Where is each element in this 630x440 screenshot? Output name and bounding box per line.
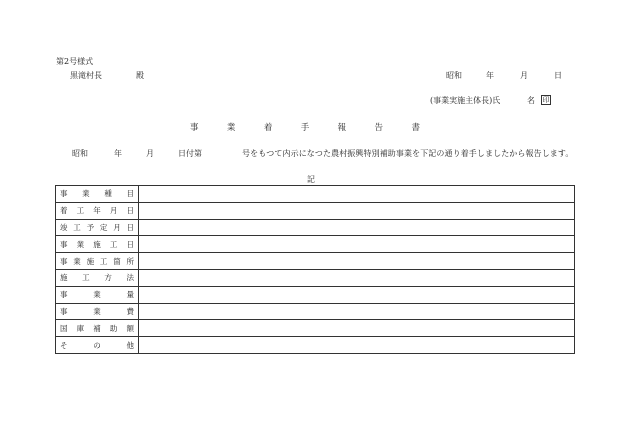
label-char: 工 <box>76 206 85 216</box>
label-char: 国 <box>60 323 68 333</box>
label-char: 年 <box>93 206 101 216</box>
label-char: 工 <box>73 222 81 232</box>
label-char: の <box>93 340 101 350</box>
label-char: 所 <box>126 256 134 266</box>
row-value-cell[interactable] <box>139 303 575 320</box>
label-char: 費 <box>126 306 134 316</box>
honorific: 殿 <box>136 71 144 80</box>
row-label <box>56 219 139 236</box>
label-char: 日 <box>126 239 134 249</box>
document-title <box>190 124 420 133</box>
table-row <box>56 286 575 303</box>
label-char: 日 <box>126 206 134 216</box>
label-char: 月 <box>113 222 121 232</box>
label-char: 方 <box>104 273 112 283</box>
label-char: 法 <box>126 273 134 283</box>
label-char: 助 <box>109 323 118 333</box>
label-char: 定 <box>99 222 108 232</box>
table-row <box>56 202 575 219</box>
table-row <box>56 269 575 286</box>
table-row <box>56 186 575 203</box>
label-char: 予 <box>86 222 95 232</box>
body-text: 号をもつて内示になつた農村振興特別補助事業を下記の通り着手しましたから報告します。 <box>242 149 574 158</box>
date-era: 昭和 <box>446 71 462 80</box>
row-label <box>56 269 139 286</box>
applicant-label: (事業実施主体長)氏 <box>430 96 501 105</box>
label-char: 施 <box>93 239 101 249</box>
title-char: 報 <box>337 123 347 133</box>
label-char: 目 <box>126 189 134 199</box>
table-row <box>56 320 575 337</box>
title-char: 手 <box>300 123 310 133</box>
row-value-cell[interactable] <box>139 253 575 270</box>
table-row <box>56 253 575 270</box>
row-label <box>56 286 139 303</box>
label-char: 業 <box>93 290 101 300</box>
title-char: 告 <box>374 123 384 133</box>
date-month: 月 <box>520 71 528 80</box>
body-day-number: 日付第 <box>178 149 202 158</box>
row-value-cell[interactable] <box>139 320 575 337</box>
table-row <box>56 236 575 253</box>
row-label <box>56 303 139 320</box>
label-char: 施 <box>60 273 68 283</box>
label-char: 事 <box>60 256 68 266</box>
row-value-cell[interactable] <box>139 186 575 203</box>
label-char: 補 <box>93 323 101 333</box>
label-char: 施 <box>86 256 95 266</box>
label-char: 工 <box>109 239 118 249</box>
label-char: 種 <box>104 189 112 199</box>
label-char: 工 <box>82 273 90 283</box>
table-row <box>56 303 575 320</box>
label-char: そ <box>60 340 68 350</box>
title-char: 業 <box>226 123 236 133</box>
applicant-name-label: 名 <box>527 96 535 105</box>
label-char: 事 <box>60 189 68 199</box>
row-value-cell[interactable] <box>139 236 575 253</box>
row-label <box>56 202 139 219</box>
label-char: 月 <box>109 206 118 216</box>
label-char: 量 <box>126 290 134 300</box>
title-char: 着 <box>263 123 273 133</box>
label-char: 業 <box>93 306 101 316</box>
label-char: 箇 <box>113 256 121 266</box>
row-label <box>56 337 139 354</box>
addressee: 黒滝村長 <box>70 71 102 80</box>
label-char: 額 <box>126 323 134 333</box>
date-day: 日 <box>554 71 562 80</box>
title-char: 事 <box>190 123 199 133</box>
table-row <box>56 337 575 354</box>
row-value-cell[interactable] <box>139 202 575 219</box>
label-char: 他 <box>126 340 134 350</box>
label-char: 竣 <box>60 222 68 232</box>
label-char: 事 <box>60 290 68 300</box>
row-value-cell[interactable] <box>139 269 575 286</box>
title-char: 書 <box>411 123 420 133</box>
row-value-cell[interactable] <box>139 286 575 303</box>
row-value-cell[interactable] <box>139 219 575 236</box>
row-label <box>56 253 139 270</box>
label-char: 事 <box>60 306 68 316</box>
row-value-cell[interactable] <box>139 337 575 354</box>
label-char: 庫 <box>76 323 85 333</box>
label-char: 業 <box>73 256 81 266</box>
table-row <box>56 219 575 236</box>
label-char: 着 <box>60 206 68 216</box>
label-char: 日 <box>126 222 134 232</box>
detail-table <box>55 185 575 354</box>
label-char: 事 <box>60 239 68 249</box>
label-char: 業 <box>82 189 90 199</box>
row-label <box>56 186 139 203</box>
row-label <box>56 236 139 253</box>
form-number: 第2号様式 <box>56 57 94 66</box>
row-label <box>56 320 139 337</box>
body-era: 昭和 <box>72 149 88 158</box>
seal-box: 印 <box>542 96 550 104</box>
label-char: 業 <box>76 239 85 249</box>
date-year: 年 <box>486 71 494 80</box>
ki-heading: 記 <box>307 175 315 184</box>
label-char: 工 <box>99 256 108 266</box>
body-month: 月 <box>146 149 154 158</box>
body-year: 年 <box>114 149 122 158</box>
